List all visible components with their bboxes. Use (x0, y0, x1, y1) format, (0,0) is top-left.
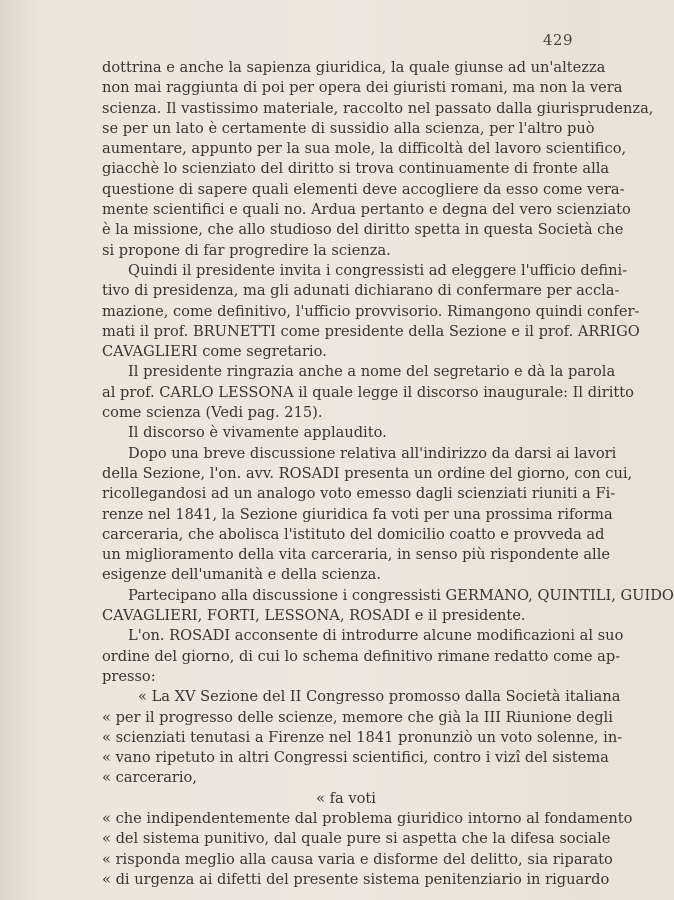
text-line: renze nel 1841, la Sezione giuridica fa voti per una prossima riforma (102, 505, 613, 523)
text-line: un miglioramento della vita carceraria, in senso più rispondente alle (102, 546, 611, 564)
text-line: della Sezione, l'on. avv. ROSADI presenta un ordine del giorno, con cui, (102, 464, 633, 482)
text-line: CAVAGLIERI come segretario. (102, 343, 327, 361)
text-line: è la missione, che allo studioso del diritto spetta in questa Società che (102, 221, 624, 239)
text-line: « che indipendentemente dal problema giuridico intorno al fondamento (102, 809, 633, 827)
text-line: al prof. CARLO LESSONA il quale legge il discorso inaugurale: Il diritto (102, 383, 634, 401)
text-line: Dopo una breve discussione relativa all'indirizzo da darsi ai lavori (128, 444, 617, 462)
text-line: Partecipano alla discussione i congressisti GERMANO, QUINTILI, GUIDO (128, 586, 674, 604)
text-line: mati il prof. BRUNETTI come presidente della Sezione e il prof. ARRIGO (102, 322, 640, 340)
text-line: L'on. ROSADI acconsente di introdurre alcune modificazioni al suo (128, 627, 624, 645)
text-line: mazione, come definitivo, l'ufficio provvisorio. Rimangono quindi confer- (102, 302, 640, 320)
text-line: giacchè lo scienziato del diritto si trova continuamente di fronte alla (102, 160, 610, 178)
text-line: aumentare, appunto per la sua mole, la difficoltà del lavoro scientifico, (102, 140, 627, 158)
text-line: Quindi il presidente invita i congressisti ad eleggere l'ufficio defini- (128, 261, 628, 279)
text-line: non mai raggiunta di poi per opera dei giuristi romani, ma non la vera (102, 79, 623, 97)
text-line: CAVAGLIERI, FORTI, LESSONA, ROSADI e il presidente. (102, 607, 526, 625)
text-line: Il discorso è vivamente applaudito. (128, 424, 387, 442)
text-line: se per un lato è certamente di sussidio alla scienza, per l'altro può (102, 119, 595, 137)
text-line: « risponda meglio alla causa varia e disforme del delitto, sia riparato (102, 850, 613, 868)
text-line: dottrina e anche la sapienza giuridica, la quale giunse ad un'altezza (102, 59, 606, 76)
text-line: si propone di far progredire la scienza. (102, 241, 391, 259)
text-line: scienza. Il vastissimo materiale, raccolto nel passato dalla giurisprudenza, (102, 99, 654, 117)
text-line: tivo di presidenza, ma gli adunati dichiarano di confermare per accla- (102, 282, 620, 300)
text-line: « La XV Sezione del II Congresso promosso dalla Società italiana (138, 688, 621, 706)
text-line: presso: (102, 667, 156, 685)
text-line: carceraria, che abolisca l'istituto del domicilio coatto e provveda ad (102, 525, 605, 543)
text-line: « del sistema punitivo, dal quale pure si aspetta che la difesa sociale (102, 830, 611, 848)
text-line: « vano ripetuto in altri Congressi scientifici, contro i vizî del sistema (102, 749, 609, 767)
text-line: come scienza (Vedi pag. 215). (102, 404, 323, 422)
text-line: Il presidente ringrazia anche a nome del segretario e dà la parola (128, 363, 616, 381)
text-line: « fa voti (316, 789, 376, 807)
text-line: « carcerario, (102, 769, 197, 787)
text-line: ricollegandosi ad un analogo voto emesso dagli scienziati riuniti a Fi- (102, 485, 616, 503)
text-line: « di urgenza ai difetti del presente sistema penitenziario in riguardo (102, 870, 610, 888)
text-line: ordine del giorno, di cui lo schema definitivo rimane redatto come ap- (102, 647, 621, 665)
text-line: « per il progresso delle scienze, memore che già la III Riunione degli (102, 708, 613, 726)
text-line: « scienziati tenutasi a Firenze nel 1841 pronunziò un voto solenne, in- (102, 728, 623, 746)
text-line: mente scientifici e quali no. Ardua pertanto e degna del vero scienziato (102, 201, 631, 219)
text-line: esigenze dell'umanità e della scienza. (102, 566, 381, 584)
text-line: questione di sapere quali elementi deve accogliere da esso come vera- (102, 180, 625, 198)
page-number: 429 (542, 31, 573, 49)
body-text (102, 58, 674, 890)
